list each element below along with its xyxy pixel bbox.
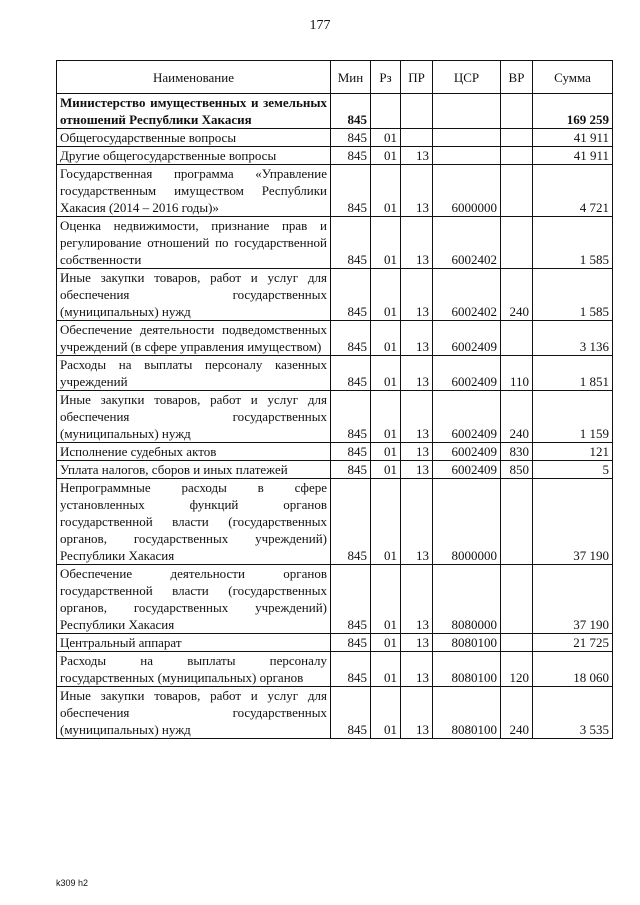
header-vr: ВР xyxy=(501,61,533,94)
cell-pr: 13 xyxy=(401,461,433,479)
cell-pr: 13 xyxy=(401,443,433,461)
cell-csr xyxy=(433,129,501,147)
cell-min: 845 xyxy=(331,565,371,634)
cell-min: 845 xyxy=(331,165,371,217)
cell-vr: 110 xyxy=(501,356,533,391)
cell-vr xyxy=(501,634,533,652)
cell-name: Иные закупки товаров, работ и услуг для обеспечения государственных (муниципальных) нужд xyxy=(57,687,331,739)
cell-name: Государственная программа «Управление государственным имуществом Республики Хакасия (2014 – 2016 годы)» xyxy=(57,165,331,217)
cell-name: Иные закупки товаров, работ и услуг для обеспечения государственных (муниципальных) нужд xyxy=(57,391,331,443)
header-pr: ПР xyxy=(401,61,433,94)
cell-csr: 6002409 xyxy=(433,461,501,479)
cell-rz: 01 xyxy=(371,165,401,217)
table-row xyxy=(57,687,613,739)
cell-name: Обеспечение деятельности подведомственных учреждений (в сфере управления имуществом) xyxy=(57,321,331,356)
cell-pr: 13 xyxy=(401,217,433,269)
cell-csr xyxy=(433,147,501,165)
cell-rz: 01 xyxy=(371,391,401,443)
cell-vr: 240 xyxy=(501,269,533,321)
cell-csr: 6002409 xyxy=(433,391,501,443)
cell-csr: 6002402 xyxy=(433,217,501,269)
cell-csr: 8080100 xyxy=(433,687,501,739)
cell-sum: 3 136 xyxy=(533,321,613,356)
cell-vr xyxy=(501,479,533,565)
cell-csr xyxy=(433,94,501,129)
table-row xyxy=(57,634,613,652)
cell-name: Уплата налогов, сборов и иных платежей xyxy=(57,461,331,479)
cell-sum: 21 725 xyxy=(533,634,613,652)
cell-sum: 41 911 xyxy=(533,129,613,147)
header-min: Мин xyxy=(331,61,371,94)
cell-pr xyxy=(401,129,433,147)
cell-rz: 01 xyxy=(371,129,401,147)
cell-vr xyxy=(501,165,533,217)
cell-min: 845 xyxy=(331,479,371,565)
cell-name: Министерство имущественных и земельных отношений Республики Хакасия xyxy=(57,94,331,129)
cell-vr xyxy=(501,217,533,269)
cell-sum: 1 159 xyxy=(533,391,613,443)
table-row xyxy=(57,479,613,565)
footer-code: k309 h2 xyxy=(56,878,89,888)
cell-pr: 13 xyxy=(401,356,433,391)
cell-name: Общегосударственные вопросы xyxy=(57,129,331,147)
header-rz: Рз xyxy=(371,61,401,94)
cell-vr: 240 xyxy=(501,687,533,739)
cell-vr xyxy=(501,321,533,356)
table-row xyxy=(57,165,613,217)
cell-rz: 01 xyxy=(371,269,401,321)
header-sum: Сумма xyxy=(533,61,613,94)
cell-name: Оценка недвижимости, признание прав и регулирование отношений по государственной собственности xyxy=(57,217,331,269)
table-row xyxy=(57,356,613,391)
cell-name: Непрограммные расходы в сфере установленных функций органов государственной власти (государственных органов, государственных учреждений) Республики Хакасия xyxy=(57,479,331,565)
cell-vr: 850 xyxy=(501,461,533,479)
cell-rz: 01 xyxy=(371,321,401,356)
cell-csr: 6002409 xyxy=(433,321,501,356)
cell-pr: 13 xyxy=(401,269,433,321)
cell-rz: 01 xyxy=(371,217,401,269)
cell-sum: 1 585 xyxy=(533,269,613,321)
cell-sum: 3 535 xyxy=(533,687,613,739)
table-row xyxy=(57,129,613,147)
cell-csr: 8080000 xyxy=(433,565,501,634)
cell-min: 845 xyxy=(331,217,371,269)
page-number: 177 xyxy=(309,18,331,33)
cell-rz: 01 xyxy=(371,479,401,565)
cell-pr: 13 xyxy=(401,652,433,687)
cell-pr: 13 xyxy=(401,565,433,634)
cell-sum: 169 259 xyxy=(533,94,613,129)
table-row xyxy=(57,443,613,461)
cell-name: Расходы на выплаты персоналу казенных учреждений xyxy=(57,356,331,391)
cell-pr: 13 xyxy=(401,391,433,443)
cell-sum: 18 060 xyxy=(533,652,613,687)
table-row xyxy=(57,391,613,443)
cell-min: 845 xyxy=(331,94,371,129)
cell-csr: 6002402 xyxy=(433,269,501,321)
cell-rz: 01 xyxy=(371,687,401,739)
cell-name: Иные закупки товаров, работ и услуг для обеспечения государственных (муниципальных) нужд xyxy=(57,269,331,321)
cell-min: 845 xyxy=(331,687,371,739)
cell-name: Расходы на выплаты персоналу государственных (муниципальных) органов xyxy=(57,652,331,687)
cell-rz xyxy=(371,94,401,129)
table-row xyxy=(57,94,613,129)
cell-min: 845 xyxy=(331,129,371,147)
cell-pr: 13 xyxy=(401,321,433,356)
cell-vr: 120 xyxy=(501,652,533,687)
table-body xyxy=(57,94,613,739)
cell-pr: 13 xyxy=(401,147,433,165)
cell-csr: 8080100 xyxy=(433,652,501,687)
cell-sum: 37 190 xyxy=(533,479,613,565)
cell-csr: 8000000 xyxy=(433,479,501,565)
cell-rz: 01 xyxy=(371,652,401,687)
cell-sum: 121 xyxy=(533,443,613,461)
table-row xyxy=(57,217,613,269)
table-row xyxy=(57,565,613,634)
cell-vr xyxy=(501,129,533,147)
cell-pr: 13 xyxy=(401,634,433,652)
cell-pr xyxy=(401,94,433,129)
cell-csr: 6002409 xyxy=(433,356,501,391)
cell-min: 845 xyxy=(331,147,371,165)
cell-rz: 01 xyxy=(371,356,401,391)
cell-sum: 41 911 xyxy=(533,147,613,165)
cell-rz: 01 xyxy=(371,443,401,461)
cell-min: 845 xyxy=(331,391,371,443)
cell-csr: 8080100 xyxy=(433,634,501,652)
cell-pr: 13 xyxy=(401,479,433,565)
cell-csr: 6000000 xyxy=(433,165,501,217)
cell-sum: 37 190 xyxy=(533,565,613,634)
cell-pr: 13 xyxy=(401,687,433,739)
cell-sum: 1 585 xyxy=(533,217,613,269)
cell-vr: 240 xyxy=(501,391,533,443)
cell-rz: 01 xyxy=(371,461,401,479)
cell-min: 845 xyxy=(331,634,371,652)
cell-vr xyxy=(501,565,533,634)
cell-rz: 01 xyxy=(371,565,401,634)
cell-min: 845 xyxy=(331,321,371,356)
table-row xyxy=(57,461,613,479)
cell-sum: 4 721 xyxy=(533,165,613,217)
cell-name: Центральный аппарат xyxy=(57,634,331,652)
cell-name: Исполнение судебных актов xyxy=(57,443,331,461)
table-row xyxy=(57,321,613,356)
cell-vr xyxy=(501,147,533,165)
table-row xyxy=(57,147,613,165)
cell-name: Другие общегосударственные вопросы xyxy=(57,147,331,165)
cell-name: Обеспечение деятельности органов государственной власти (государственных органов, государственных учреждений) Республики Хакасия xyxy=(57,565,331,634)
header-name: Наименование xyxy=(57,61,331,94)
cell-min: 845 xyxy=(331,443,371,461)
budget-table xyxy=(56,60,613,739)
cell-min: 845 xyxy=(331,356,371,391)
table-header-row xyxy=(57,61,613,94)
cell-pr: 13 xyxy=(401,165,433,217)
header-csr: ЦСР xyxy=(433,61,501,94)
cell-rz: 01 xyxy=(371,147,401,165)
cell-min: 845 xyxy=(331,652,371,687)
cell-min: 845 xyxy=(331,269,371,321)
table-row xyxy=(57,269,613,321)
cell-min: 845 xyxy=(331,461,371,479)
cell-csr: 6002409 xyxy=(433,443,501,461)
table-row xyxy=(57,652,613,687)
cell-rz: 01 xyxy=(371,634,401,652)
cell-sum: 5 xyxy=(533,461,613,479)
cell-sum: 1 851 xyxy=(533,356,613,391)
cell-vr xyxy=(501,94,533,129)
cell-vr: 830 xyxy=(501,443,533,461)
